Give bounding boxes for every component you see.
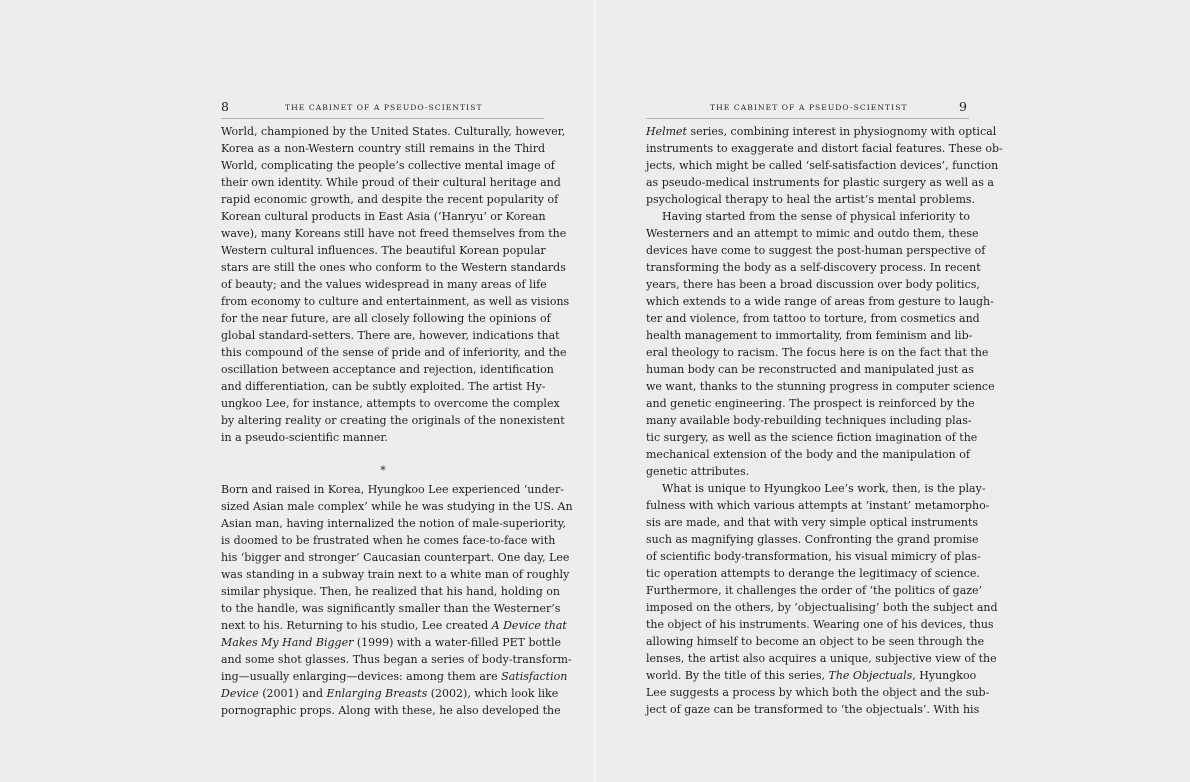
- text-line: genetic attributes.: [646, 465, 750, 478]
- text-line: imposed on the others, by ‘objectualising’ both the subject and: [646, 601, 998, 614]
- text-run: series, combining interest in physiognomy with optical: [686, 125, 997, 138]
- text-line: Korean cultural products in East Asia (‘Hanryu’ or Korean: [221, 210, 546, 223]
- text-line: in a pseudo-scientific manner.: [221, 431, 388, 444]
- text-line: of beauty; and the values widespread in many areas of life: [221, 278, 547, 291]
- text-line: many available body-rebuilding techniques including plas-: [646, 414, 972, 427]
- text-run: world. By the title of this series,: [646, 669, 829, 682]
- text-line: from economy to culture and entertainment, as well as visions: [221, 295, 570, 308]
- text-line: devices have come to suggest the post-human perspective of: [646, 244, 986, 257]
- text-line: and genetic engineering. The prospect is reinforced by the: [646, 397, 975, 410]
- text-run: next to his. Returning to his studio, Lee created: [221, 619, 492, 632]
- text-line: Having started from the sense of physical inferiority to: [662, 210, 970, 223]
- text-line: by altering reality or creating the originals of the nonexistent: [221, 414, 565, 427]
- text-line: we want, thanks to the stunning progress in computer science: [646, 380, 995, 393]
- page-number: 9: [959, 99, 967, 114]
- right-paragraph-3: [646, 480, 998, 718]
- page-number: 8: [221, 99, 229, 114]
- text-line: human body can be reconstructed and manipulated just as: [646, 363, 974, 376]
- text-line: transforming the body as a self-discovery process. In recent: [646, 261, 981, 274]
- text-line: and differentiation, can be subtly exploited. The artist Hy-: [221, 380, 546, 393]
- text-line: ungkoo Lee, for instance, attempts to overcome the complex: [221, 397, 560, 410]
- text-line: rapid economic growth, and despite the recent popularity of: [221, 193, 559, 206]
- text-line: pornographic props. Along with these, he also developed the: [221, 704, 561, 717]
- text-line: global standard-setters. There are, however, indications that: [221, 329, 560, 342]
- text-line: sized Asian male complex’ while he was studying in the US. An: [221, 500, 573, 513]
- text-run: , Hyungkoo: [912, 669, 977, 682]
- text-line: World, complicating the people’s collective mental image of: [221, 159, 555, 172]
- artwork-title: Makes My Hand Bigger: [221, 636, 354, 649]
- text-line: tic surgery, as well as the science fiction imagination of the: [646, 431, 978, 444]
- text-line: was standing in a subway train next to a white man of roughly: [221, 568, 570, 581]
- text-line: psychological therapy to heal the artist’s mental problems.: [646, 193, 976, 206]
- running-head: THE CABINET OF A PSEUDO-SCIENTIST: [285, 103, 483, 112]
- text-line: Lee suggests a process by which both the object and the sub-: [646, 686, 990, 699]
- text-line: sis are made, and that with very simple optical instruments: [646, 516, 979, 529]
- text-line: and some shot glasses. Thus began a series of body-transform-: [221, 653, 572, 666]
- text-line: as pseudo-medical instruments for plastic surgery as well as a: [646, 176, 994, 189]
- artwork-title: Enlarging Breasts: [326, 687, 428, 700]
- right-page-header: [646, 100, 969, 119]
- text-line: this compound of the sense of pride and of inferiority, and the: [221, 346, 567, 359]
- text-line: jects, which might be called ‘self-satisfaction devices’, function: [646, 159, 999, 172]
- text-line: eral theology to racism. The focus here is on the fact that the: [646, 346, 989, 359]
- text-line: Korea as a non-Western country still remains in the Third: [221, 142, 545, 155]
- text-line: which extends to a wide range of areas from gesture to laugh-: [646, 295, 994, 308]
- text-line: [646, 667, 977, 684]
- text-line: mechanical extension of the body and the manipulation of: [646, 448, 970, 461]
- text-line: allowing himself to become an object to be seen through the: [646, 635, 985, 648]
- artwork-title: Satisfaction: [501, 670, 568, 683]
- text-line: Born and raised in Korea, Hyungkoo Lee experienced ‘under-: [221, 483, 564, 496]
- text-line: tic operation attempts to derange the legitimacy of science.: [646, 567, 980, 580]
- text-line: to the handle, was significantly smaller than the Westerner’s: [221, 602, 561, 615]
- artwork-title: The Objectuals: [828, 669, 913, 682]
- text-line: fulness with which various attempts at ‘instant’ metamorpho-: [646, 499, 990, 512]
- text-line: ter and violence, from tattoo to torture, from cosmetics and: [646, 312, 980, 325]
- text-line: wave), many Koreans still have not freed themselves from the: [221, 227, 567, 240]
- text-line: is doomed to be frustrated when he comes face-to-face with: [221, 534, 556, 547]
- section-break: *: [380, 464, 386, 477]
- artwork-title: Helmet: [646, 125, 687, 138]
- text-line: for the near future, are all closely following the opinions of: [221, 312, 551, 325]
- text-line: ject of gaze can be transformed to ‘the objectuals’. With his: [646, 703, 980, 716]
- artwork-title: A Device that: [491, 619, 567, 632]
- text-line: Westerners and an attempt to mimic and outdo them, these: [646, 227, 979, 240]
- text-line: Western cultural influences. The beautiful Korean popular: [221, 244, 546, 257]
- text-run: (2002), which look like: [427, 687, 559, 700]
- text-line: years, there has been a broad discussion over body politics,: [646, 278, 980, 291]
- text-line: [646, 123, 997, 140]
- text-run: ing—usually enlarging—devices: among them are: [221, 670, 502, 683]
- text-line: similar physique. Then, he realized that his hand, holding on: [221, 585, 560, 598]
- text-line: health management to immortality, from feminism and lib-: [646, 329, 973, 342]
- text-line: their own identity. While proud of their cultural heritage and: [221, 176, 561, 189]
- text-line: oscillation between acceptance and rejection, identification: [221, 363, 554, 376]
- artwork-title: Device: [221, 687, 259, 700]
- running-head: THE CABINET OF A PSEUDO-SCIENTIST: [710, 103, 908, 112]
- text-line: World, championed by the United States. Culturally, however,: [221, 125, 566, 138]
- text-line: his ‘bigger and stronger’ Caucasian counterpart. One day, Lee: [221, 551, 570, 564]
- right-paragraph-2: [646, 208, 995, 480]
- text-line: instruments to exaggerate and distort facial features. These ob-: [646, 142, 1003, 155]
- text-line: Furthermore, it challenges the order of ‘the politics of gaze’: [646, 584, 983, 597]
- right-paragraph-1: [646, 123, 1003, 208]
- text-line: stars are still the ones who conform to the Western standards: [221, 261, 566, 274]
- text-line: lenses, the artist also acquires a unique, subjective view of the: [646, 652, 997, 665]
- text-line: the object of his instruments. Wearing one of his devices, thus: [646, 618, 994, 631]
- text-line: of scientific body-transformation, his visual mimicry of plas-: [646, 550, 981, 563]
- text-run: (2001) and: [258, 687, 327, 700]
- text-line: Asian man, having internalized the notion of male-superiority,: [221, 517, 567, 530]
- text-line: such as magnifying glasses. Confronting the grand promise: [646, 533, 979, 546]
- text-line: What is unique to Hyungkoo Lee’s work, then, is the play-: [662, 482, 986, 495]
- text-run: (1999) with a water-filled PET bottle: [353, 636, 562, 649]
